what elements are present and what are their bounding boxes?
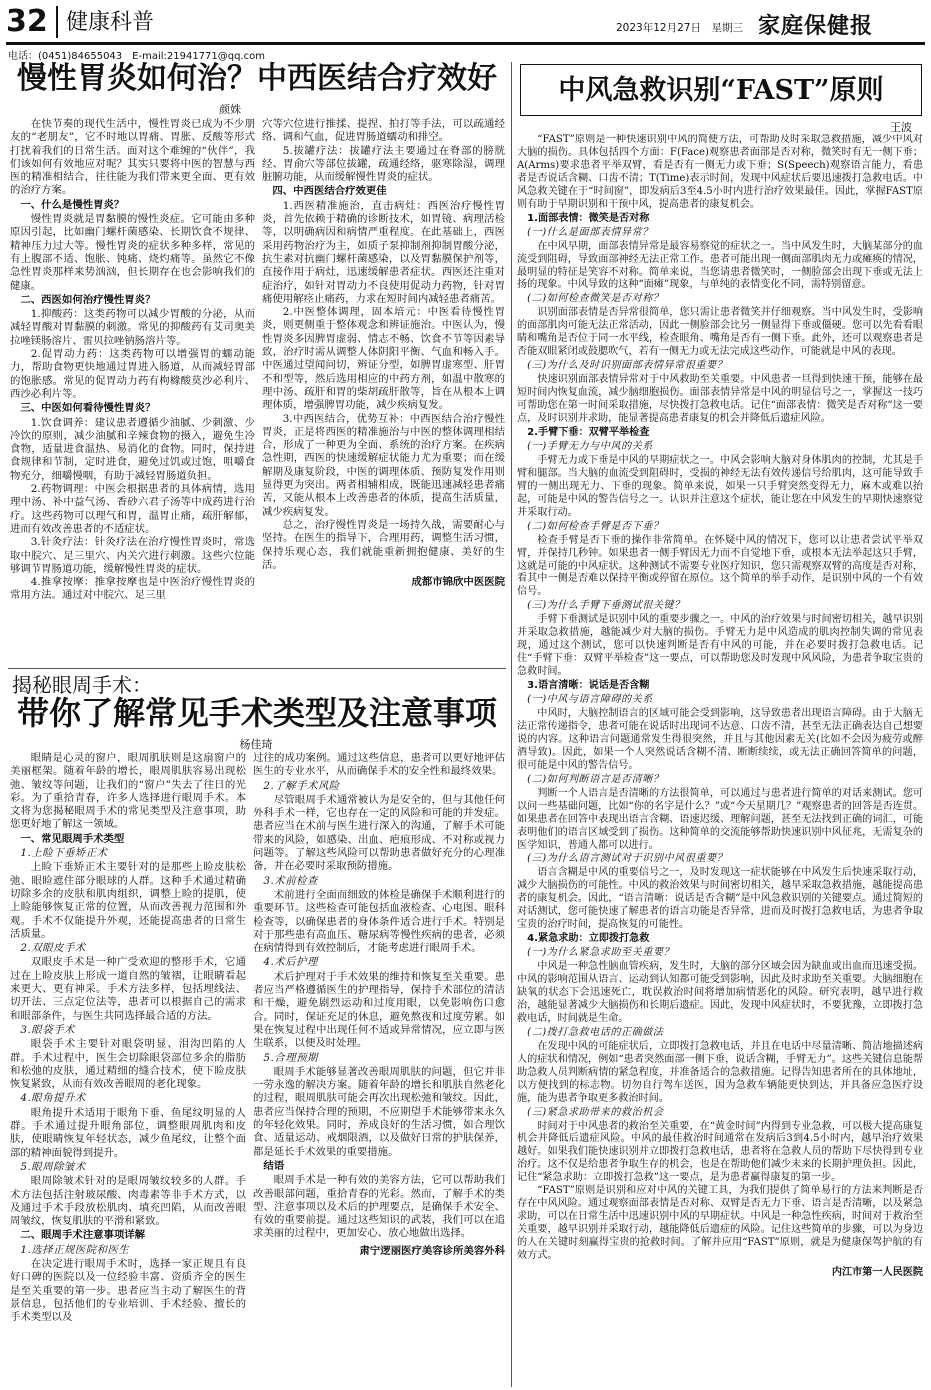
article-separator <box>8 668 506 669</box>
paragraph: 检查手臂是否下垂的操作非常简单。在怀疑中风的情况下，您可以让患者尝试平举双臂，并保持几秒钟。如果患者一侧手臂因无力而不自觉地下垂，或根本无法举起这只手臂，这就是可能的中风症状。这种测试不需要专业医疗知识，您只需观察双臂的高度是否对称，看其中一侧是否难以保持平衡或停留在原位。这个简单的举手动作，是识别中风的一个有效信号。 <box>517 534 923 598</box>
article2-kicker: 揭秘眼周手术： <box>12 673 152 697</box>
subheading: 2.手臂下垂：双臂平举检查 <box>527 426 650 438</box>
paragraph: 在中风早期，面部表情异常是最容易察觉的症状之一。当中风发生时，大脑某部分的血流受到阻碍，导致面部神经无法正常工作。患者可能出现一侧面部肌肉无力或瘫痪的情况，最明显的特征是笑容不对称。简单来说，当您请患者微笑时，一侧脸部会出现下垂或无法上扬的现象。中风导致的这种“面瘫”现象，与单纯的表情变化不同，需特别留意。 <box>517 240 923 291</box>
paragraph: 在发现中风的可能症状后，立即拨打急救电话，并且在电话中尽量清晰、简洁地描述病人的症状和情况，例如“患者突然面部一侧下垂，说话含糊，手臂无力”。这些关键信息能帮助急救人员判断病情的紧急程度，并准备适合的急救措施。记得告知患者所在的具体地址，以方便找到的标志物。切勿自行驾车送医，因为急救车辆能更快到达，并具备应急医疗设施，能为患者争取更多救治时间。 <box>517 1040 923 1104</box>
paragraph: 中风时，大脑控制语言的区域可能会受到影响，这导致患者出现语言障碍。由于大脑无法正常传递指令，患者可能在说话时出现词不达意、口齿不清，甚至无法正确表达自己想要说的内容。这种语言问题通常发生得很突然，并且与其他因素无关(比如不会因为疲劳或醉酒导致)。因此，如果一个人突然说话含糊不清、断断续续，或无法正确回答简单的问题，很可能是中风的警告信号。 <box>517 707 923 771</box>
subheading: 四、中西医结合疗效更佳 <box>272 185 387 198</box>
article3-column <box>517 134 923 1386</box>
subheading: 一、常见眼周手术类型 <box>20 832 125 845</box>
minor-heading: (三)为什么手臂下垂测试很关键？ <box>527 600 685 612</box>
minor-heading: 2.了解手术风险 <box>263 779 340 792</box>
paragraph: 语言含糊是中风的重要信号之一，及时发现这一症状能够在中风发生后快速采取行动，减少大脑损伤的可能性。中风的救治效果与时间密切相关，越早采取急救措施，越能提高患者的康复机会。因此，“语言清晰：说话是否含糊”是中风急救识别的关键要点。通过简短的对话测试，您可能快速了解患者的语言功能是否异常，进而及时拨打急救电话，为患者争取宝贵的治疗时间，提高恢复的可能性。 <box>517 867 923 931</box>
minor-heading: (二)如何判断语言是否清晰？ <box>527 773 664 785</box>
subheading: 3.语言清晰：说话是否含糊 <box>527 680 650 692</box>
subheading: 三、中医如何看待慢性胃炎？ <box>20 402 156 415</box>
minor-heading: (二)如何检查手臂是否下垂？ <box>527 520 664 532</box>
paragraph: 1.西医精准施治，直击病灶：西医治疗慢性胃炎，首先依赖于精确的诊断技术，如胃镜、病理活检等，以明确病因和病情严重程度。在此基础上，西医采用药物治疗为主，如质子泵抑制剂抑制胃酸分泌，抗生素对抗幽门螺杆菌感染，以及胃黏膜保护剂等，直接作用于病灶，迅速缓解患者症状。西医还注重对症治疗，如针对胃动力不良使用促动力药物，针对胃痛使用解痉止痛药，力求在短时间内减轻患者痛苦。 <box>262 199 505 305</box>
article2-author: 杨佳琦 <box>239 738 273 751</box>
minor-heading: (一)中风与语言障碍的关系 <box>527 694 653 706</box>
minor-heading: (三)紧急求助带来的救治机会 <box>527 1106 664 1118</box>
paragraph: 识别面部表情是否异常很简单，您只需让患者微笑并仔细观察。当中风发生时，受影响的面部肌肉可能无法正常活动，因此一侧脸部会比另一侧显得下垂或僵硬。您可以先看看眼睛和嘴角是否位于同一水平线，检查眼角、嘴角是否有一侧下垂。此外，还可以观察患者是否能双眼紧闭或鼓腮吹气，若有一侧无力或无法完成这些动作，可能就是中风的表现。 <box>517 307 923 358</box>
minor-heading: 3.眼袋手术 <box>20 1023 75 1036</box>
minor-heading: 2.双眼皮手术 <box>20 942 86 955</box>
article1-column-2 <box>262 118 505 662</box>
subheading: 二、眼周手术注意事项详解 <box>20 1229 146 1242</box>
paragraph: “FAST”原则是识别和应对中风的关键工具，为我们提供了简单易行的方法来判断是否存在中风风险。通过观察面部表情是否对称、双臂是否无力下垂、语言是否清晰，以及紧急求助，可以在日常生活中迅速识别中风的早期症状。中风是一种急性疾病，时间对于救治至关重要，越早识别并采取行动，越能降低后遗症的风险。记住这些简单的步骤，可以为身边的人在关键时刻赢得宝贵的抢救时间。了解并应用“FAST”原则，就是为健康保驾护航的有效方式。 <box>517 1185 923 1262</box>
paragraph: 3.针灸疗法：针灸疗法在治疗慢性胃炎时，常选取中脘穴、足三里穴、内关穴进行刺激。这些穴位能够调节胃肠道功能，缓解慢性胃炎的症状。 <box>10 536 255 575</box>
paragraph: 快速识别面部表情异常对于中风救助至关重要。中风患者一旦得到快速干预，能够在最短时间内恢复血流，减少脑细胞损伤。面部表情异常是中风的明显信号之一，掌握这一技巧可帮助您在第一时间采取措施，尽快拨打急救电话。记住“面部表情：微笑是否对称”这一要点，及时识别并求助，能显著提高患者康复的机会并降低后遗症风险。 <box>517 374 923 425</box>
subheading: 二、西医如何治疗慢性胃炎？ <box>20 293 156 306</box>
paragraph: 5.拔罐疗法：拔罐疗法主要通过在脊部的膀胱经、胃俞穴等部位拔罐，疏通经络，驱寒除湿，调理脏腑功能，从而缓解慢性胃炎的症状。 <box>262 144 505 184</box>
article1-author: 颜姝 <box>219 103 241 116</box>
article2-column-1 <box>10 752 246 1386</box>
paragraph: 穴等穴位进行推揉、提捏、拍打等手法，可以疏通经络、调和气血，促进胃肠道蠕动和排空。 <box>262 118 505 144</box>
paragraph: 眼周手术能够显著改善眼周肌肤的问题，但它并非一劳永逸的解决方案。随着年龄的增长和肌肤自然老化的过程，眼周肌肤可能会再次出现松弛和皱纹。因此，患者应当保持合理的预期，不应期望手术能够带来永久的年轻化效果。同时，养成良好的生活习惯，如合理饮食、适量运动、戒烟限酒，以及做好日常的护肤保养，都是延长手术效果的重要措施。 <box>253 1065 505 1158</box>
paragraph: 中风是一种急性脑血管疾病，发生时，大脑的部分区域会因为缺血或出血而迅速受损。中风的影响范围从语言、运动到认知都可能受到影响，因此及时求助至关重要。大脑细胞在缺氧的状态下会迅速死亡，耽误救治时间将增加病情恶化的风险。研究表明，越早进行救治，越能显著减少大脑损伤和长期后遗症。因此，发现中风症状时，不要犹豫，立即拨打急救电话，时间就是生命。 <box>517 961 923 1024</box>
article1-column-1 <box>10 118 255 662</box>
minor-heading: (一)什么是面部表情异常？ <box>527 226 653 238</box>
paragraph: 判断一个人语言是否清晰的方法很简单，可以通过与患者进行简单的对话来测试。您可以问一些基础问题，比如“你的名字是什么？”或“今天星期几？”观察患者的回答是否连贯。如果患者在回答中表现出语言含糊、语速迟缓、理解问题，甚至无法找到正确的词汇，可能表明他们的语言区域受到了损伤。这种简单的交流能够帮助快速识别中风征兆，无需复杂的医学知识，普通人都可以进行。 <box>517 787 923 851</box>
source-line: 肃宁逻丽医疗美容诊所美容外科 <box>359 1244 505 1257</box>
minor-heading: (三)为什么及时识别面部表情异常很重要？ <box>527 360 728 372</box>
minor-heading: (二)如何检查微笑是否对称？ <box>527 293 664 305</box>
newspaper-name: 家庭保健报 <box>758 13 874 39</box>
article2-column-2 <box>253 752 505 1386</box>
paragraph: 手臂下垂测试是识别中风的重要步骤之一。中风的治疗效果与时间密切相关，越早识别并采取急救措施，越能减少对大脑的损伤。手臂无力是中风造成的肌肉控制失调的常见表现，通过这个测试，您可以快速判断是否有中风的可能，并在必要时拨打急救电话。记住“手臂下垂：双臂平举检查”这一要点，可以帮助您及时发现中风风险，为患者争取宝贵的急救时间。 <box>517 614 923 678</box>
section-name: 健康科普 <box>66 10 155 35</box>
paragraph: 时间对于中风患者的救治至关重要，在“黄金时间”内得到专业急救，可以极大提高康复机会并降低后遗症风险。中风的最佳救治时间通常在发病后3到4.5小时内，越早治疗效果越好。如果我们能快速识别并立即拨打急救电话，患者将在急救人员的帮助下尽快得到专业治疗。这不仅是给患者争取生存的机会，也是在帮助他们减少未来的长期护理负担。因此，记住“紧急求助：立即拨打急救”这一要点，是为患者赢得康复的第一步。 <box>517 1120 923 1184</box>
publication-date: 2023年12月27日 星期三 <box>616 22 743 34</box>
minor-heading: (二)拨打急救电话的正确做法 <box>527 1026 664 1038</box>
article2-title: 带你了解常见手术类型及注意事项 <box>16 694 497 732</box>
minor-heading: 4.术后护理 <box>263 956 318 969</box>
paragraph: 2.药物调理：中医会根据患者的具体病情，选用理中汤、补中益气汤、香砂六君子汤等中成药进行治疗。这些药物可以理气和胃，温胃止痛，疏肝解郁，进而有效改善患者的不适症状。 <box>10 483 255 535</box>
paragraph: 4.推拿按摩：推拿按摩也是中医治疗慢性胃炎的常用方法。通过对中脘穴、足三里 <box>10 576 255 602</box>
paragraph: 慢性胃炎就是胃黏膜的慢性炎症。它可能由多种原因引起，比如幽门螺杆菌感染、长期饮食不规律、精神压力过大等。慢性胃炎的症状多种多样，常见的有上腹部不适、饱胀、钝痛、烧灼痛等。虽然它不像急性胃炎那样来势汹汹，但长期存在也会影响我们的健康。 <box>10 213 255 292</box>
paragraph: 1.饮食调养：建议患者遵循少油腻、少刺激、少冷饮的原则，减少油腻和辛辣食物的摄入，避免生冷食物，适量进食温热、易消化的食物。同时，保持进食规律和节制，定时进食，避免过饥或过饱，咀嚼食物充分，细嚼慢咽，有助于减轻胃肠道负担。 <box>10 416 255 482</box>
minor-heading: 3.术前检查 <box>263 874 318 887</box>
paragraph: 眼周除皱术针对的是眼周皱纹较多的人群。手术方法包括注射玻尿酸、肉毒素等非手术方式，以及通过手术手段放松肌肉、填充凹陷，从而改善眼周皱纹，恢复肌肤的平滑和紧致。 <box>10 1175 246 1228</box>
paragraph: 上睑下垂矫正术主要针对的是那些上睑皮肤松弛、眼睑遮住部分眼球的人群。这种手术通过精确切除多余的皮肤和肌肉组织，调整上睑的提肌，使上睑能够恢复正常的位置，从而改善视力范围和外观。手术不仅能提升外观，还能提高患者的日常生活质量。 <box>10 861 246 940</box>
column-divider <box>511 62 512 1387</box>
subheading: 1.面部表情：微笑是否对称 <box>527 212 650 224</box>
article1-title: 慢性胃炎如何治？中西医结合疗效好 <box>17 61 497 96</box>
minor-heading: (一)手臂无力与中风的关系 <box>527 440 653 452</box>
paragraph: 1.抑酸药：这类药物可以减少胃酸的分泌，从而减轻胃酸对胃黏膜的刺激。常见的抑酸药有艾司奥美拉唑镁肠溶片、雷贝拉唑钠肠溶片等。 <box>10 308 255 347</box>
subheading: 一、什么是慢性胃炎？ <box>20 198 125 211</box>
paragraph: 尽管眼周手术通常被认为是安全的，但与其他任何外科手术一样，它也存在一定的风险和可能的并发症。患者应当在术前与医生进行深入的沟通，了解手术可能带来的风险，如感染、出血、疤痕形成、不对称或视力问题等。了解这些风险可以帮助患者做好充分的心理准备，并在必要时采取预防措施。 <box>253 793 505 873</box>
page-number: 32 <box>6 4 48 39</box>
paragraph: 过往的成功案例。通过这些信息，患者可以更好地评估医生的专业水平，从而确保手术的安全性和最终效果。 <box>253 752 505 778</box>
subheading: 4.紧急求助：立即拨打急救 <box>527 933 650 945</box>
article3-author: 王波 <box>890 121 912 134</box>
paragraph: 眼周手术是一种有效的美容方法，它可以帮助我们改善眼部问题，重拾青春的光彩。然而，了解手术的类型、注意事项以及术后的护理要点，是确保手术安全、有效的重要前提。通过这些知识的武装，我们可以在追求美丽的过程中，更加安心、放心地做出选择。 <box>253 1174 505 1240</box>
minor-heading: 5.眼周除皱术 <box>20 1160 86 1173</box>
minor-heading: 4.眼角提升术 <box>20 1092 86 1105</box>
minor-heading: 1.上睑下垂矫正术 <box>20 847 108 860</box>
masthead <box>0 0 931 44</box>
article3-title: 中风急救识别“FAST”原则 <box>558 75 884 106</box>
paragraph: 术后护理对于手术效果的维持和恢复至关重要。患者应当严格遵循医生的护理指导，保持手术部位的清洁和干燥，避免剧烈运动和过度用眼，以免影响伤口愈合。同时，保证充足的休息，避免熬夜和过度劳累。如果在恢复过程中出现任何不适或异常情况，应立即与医生联系，以便及时处理。 <box>253 970 505 1050</box>
paragraph: “FAST”原则是一种快速识别中风的简便方法，可帮助及时采取急救措施，减少中风对大脑的损伤。具体包括四个方面：F(Face)观察患者面部是否对称，微笑时有无一侧下垂；A(Arms)要求患者平举双臂，看是否有一侧无力或下垂；S(Speech)观察语言能力，看患者是否说话含糊、口齿不清；T(Time)表示时间，发现中风症状后要迅速拨打急救电话。中风急救关键在于“时间窗”，即发病后3至4.5小时内进行治疗效果最佳。因此，掌握FAST原则有助于早期识别和干预中风，提高患者的康复机会。 <box>517 134 923 210</box>
source-line: 内江市第一人民医院 <box>831 1267 923 1279</box>
contact-line: 电话：(0451)84655043 E-mail:21941771@qq.com <box>8 51 266 62</box>
minor-heading: 5.合理预期 <box>263 1051 318 1064</box>
paragraph: 眼睛是心灵的窗户，眼周肌肤则是这扇窗户的美丽框架。随着年龄的增长，眼周肌肤容易出现松弛、皱纹等问题，让我们的“窗户”失去了往日的光彩。为了重拾青春，许多人选择进行眼周手术。本文将为您揭秘眼周手术的常见类型及注意事项，助您更好地了解这一领域。 <box>10 752 246 831</box>
paragraph: 在快节奏的现代生活中，慢性胃炎已成为不少朋友的“老朋友”，它不时地以胃痛、胃胀、反酸等形式打扰着我们的日常生活。面对这个难缠的“伙伴”，我们该如何有效地应对呢？其实只要将中医的智慧与西医的精准相结合，往往能为我们带来更全面、更有效的治疗方案。 <box>10 118 255 197</box>
paragraph: 2.促胃动力药：这类药物可以增强胃的蠕动能力，帮助食物更快地通过胃进入肠道，从而减轻胃部的饱胀感。常见的促胃动力药有枸橼酸莫沙必利片、西沙必利片等。 <box>10 348 255 400</box>
masthead-rule <box>6 42 925 45</box>
subheading: 结语 <box>263 1159 285 1172</box>
paragraph: 眼袋手术主要针对眼袋明显、泪沟凹陷的人群。手术过程中，医生会切除眼袋部位多余的脂肪和松弛的皮肤，通过精细的缝合技术，使下睑皮肤恢复紧致，从而有效改善眼周的老化现象。 <box>10 1038 246 1091</box>
paragraph: 2.中医整体调理，固本培元：中医看待慢性胃炎，则更侧重于整体观念和辨证施治。中医认为，慢性胃炎多因脾胃虚弱、情志不畅、饮食不节等因素导致，治疗时需从调整人体阴阳平衡、气血和畅入手。中医通过望闻问切，辨证分型，如脾胃虚寒型、肝胃不和型等，然后选用相应的中药方剂，如温中散寒的理中汤、疏肝和胃的柴胡疏肝散等，旨在从根本上调理体质，增强脾胃功能，减少疾病复发。 <box>262 306 505 412</box>
minor-heading: (三)为什么语言测试对于识别中风很重要？ <box>527 853 728 865</box>
source-line: 成都市锦欣中医医院 <box>411 576 505 589</box>
masthead-divider <box>56 6 58 38</box>
paragraph: 手臂无力或下垂是中风的早期症状之一。中风会影响大脑对身体肌肉的控制，尤其是手臂和腿部。当大脑的血流受到阻碍时，受损的神经无法有效传递信号给肌肉，这可能导致手臂的一侧出现无力、下垂的现象。简单来说，如果一只手臂突然变得无力，麻木或难以抬起，可能是中风的警告信号之一。认识并注意这个症状，能让您在中风发生的早期快速察觉并采取行动。 <box>517 454 923 518</box>
minor-heading: (一)为什么紧急求助至关重要？ <box>527 947 675 959</box>
paragraph: 术前进行全面而细致的体检是确保手术顺利进行的重要环节。这些检查可能包括血液检查、心电图、眼科检查等，以确保患者的身体条件适合进行手术。特别是对于那些患有高血压、糖尿病等慢性疾病的患者，必须在病情得到有效控制后，才能考虑进行眼周手术。 <box>253 888 505 955</box>
paragraph: 总之，治疗慢性胃炎是一场持久战，需要耐心与坚持。在医生的指导下，合理用药，调整生活习惯，保持乐观心态，我们就能重新拥抱健康、美好的生活。 <box>262 518 505 571</box>
paragraph: 双眼皮手术是一种广受欢迎的整形手术，它通过在上睑皮肤上形成一道自然的皱褶，让眼睛看起来更大、更有神采。手术方法多样，包括埋线法、切开法、三点定位法等，患者可以根据自己的需求和眼部条件，与医生共同选择最合适的方法。 <box>10 956 246 1022</box>
minor-heading: 1.选择正规医院和医生 <box>20 1243 130 1256</box>
paragraph: 眼角提升术适用于眼角下垂、鱼尾纹明显的人群。手术通过提升眼角部位，调整眼周肌肉和皮肤，使眼睛恢复年轻状态，减少鱼尾纹，让整个面部的精神面貌得到提升。 <box>10 1106 246 1159</box>
paragraph: 在决定进行眼周手术时，选择一家正规且有良好口碑的医院以及一位经验丰富、资质齐全的医生是至关重要的第一步。患者应当主动了解医生的背景信息，包括他们的专业培训、手术经验、擅长的手术类型以及 <box>10 1257 246 1324</box>
paragraph: 3.中西医结合，优势互补：中西医结合治疗慢性胃炎，正是将西医的精准施治与中医的整体调理相结合，形成了一种更为全面、系统的治疗方案。在疾病急性期，西医的快速缓解症状能力尤为重要；而在缓解期及康复阶段，中医的调理体质、预防复发作用则显得更为突出。两者相辅相成，既能迅速减轻患者痛苦，又能从根本上改善患者的体质，提高生活质量，减少疾病复发。 <box>262 412 505 518</box>
